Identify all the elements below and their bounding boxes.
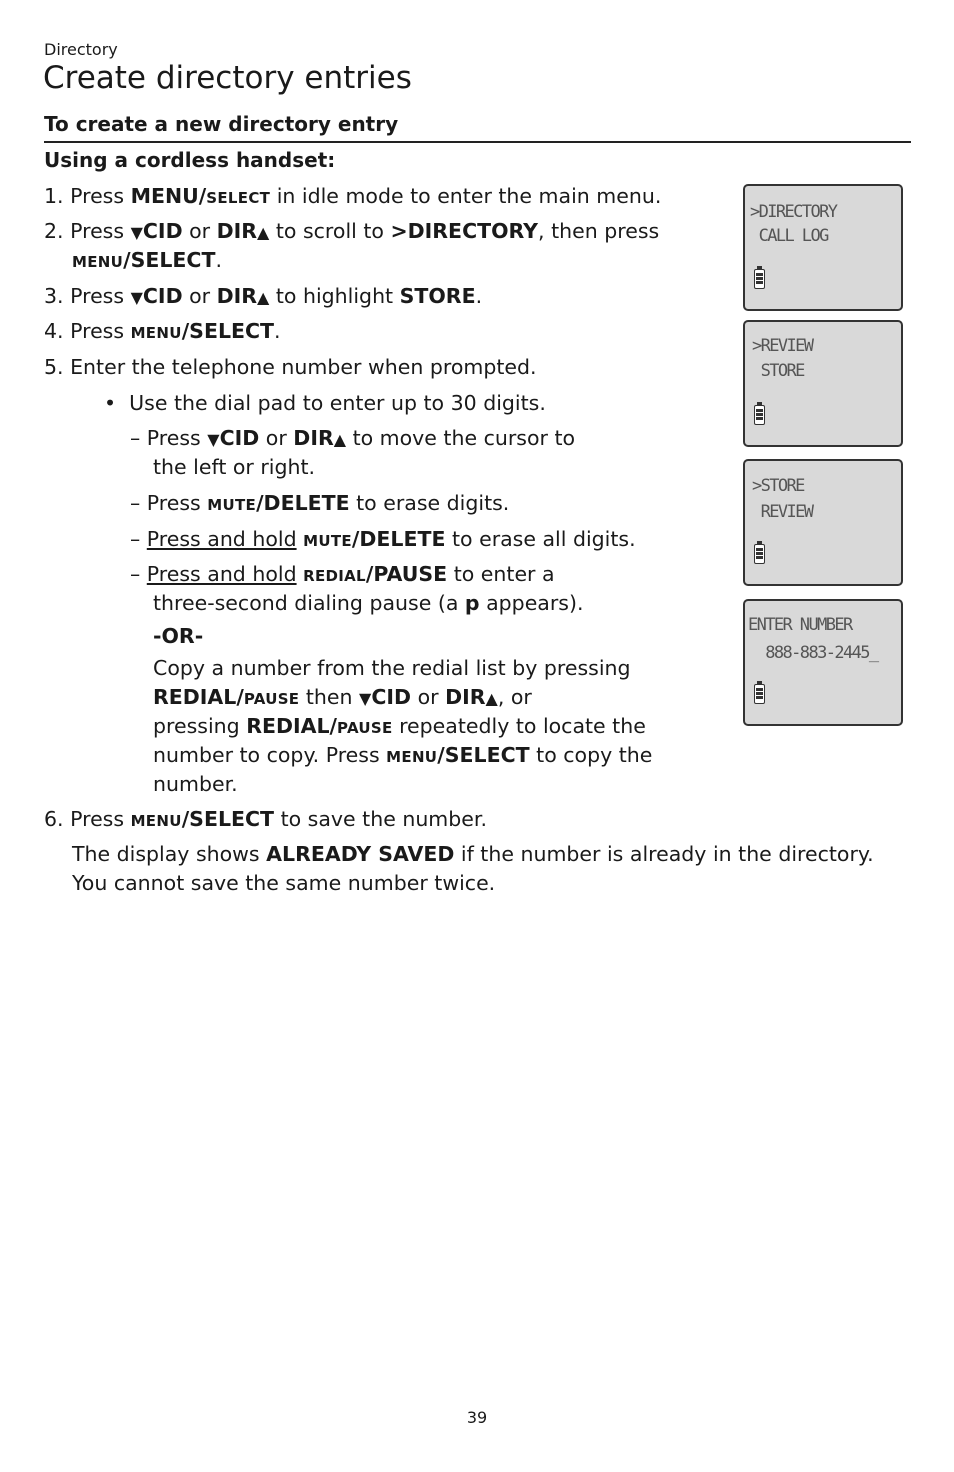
copy-text: pressing bbox=[153, 714, 247, 738]
key-dir: DIR bbox=[216, 284, 258, 308]
key-menu: MENU/ bbox=[130, 184, 207, 208]
up-arrow-icon: ▲ bbox=[333, 430, 347, 449]
key-dir: DIR bbox=[445, 685, 486, 709]
key-select: /SELECT bbox=[123, 248, 216, 272]
dash-icon: – bbox=[130, 527, 141, 551]
key-menu: MENU bbox=[130, 812, 182, 830]
handset-screen-store bbox=[743, 459, 903, 586]
or-separator: -OR- bbox=[153, 624, 204, 648]
page-number: 39 bbox=[466, 1408, 488, 1427]
step-text: . bbox=[475, 284, 483, 308]
copy-text: , or bbox=[497, 685, 532, 709]
step-5 bbox=[44, 355, 537, 379]
step-text: . bbox=[274, 319, 281, 343]
screen-line-2: REVIEW bbox=[752, 502, 813, 522]
lead-in: Using a cordless handset: bbox=[44, 148, 336, 172]
key-redial: REDIAL bbox=[303, 567, 366, 585]
step-number: 4. bbox=[44, 319, 64, 343]
bullet-text: Use the dial pad to enter up to 30 digits. bbox=[129, 391, 546, 415]
note-text: The display shows bbox=[72, 842, 267, 866]
step-text: or bbox=[182, 219, 217, 243]
bullet-item bbox=[104, 391, 546, 415]
dash-icon: – bbox=[130, 491, 141, 515]
note-text: if the number is already in the directory. bbox=[454, 842, 874, 866]
battery-icon bbox=[754, 684, 765, 704]
dash-text: to erase all digits. bbox=[445, 527, 636, 551]
step-text: Enter the telephone number when prompted. bbox=[70, 355, 537, 379]
step-6-note-1 bbox=[72, 842, 874, 866]
key-delete: /DELETE bbox=[256, 491, 350, 515]
step-number: 5. bbox=[44, 355, 64, 379]
copy-text: to copy the bbox=[529, 743, 653, 767]
key-menu: MENU bbox=[130, 324, 182, 342]
key-mute: MUTE bbox=[303, 532, 352, 550]
key-menu: MENU bbox=[72, 253, 124, 271]
step-text: Press bbox=[70, 807, 131, 831]
dash-text: to enter a bbox=[447, 562, 555, 586]
battery-icon bbox=[754, 269, 765, 289]
step-text: to scroll to bbox=[269, 219, 391, 243]
copy-line-5: number. bbox=[153, 772, 238, 796]
key-redial: REDIAL/ bbox=[246, 714, 338, 738]
key-select: /SELECT bbox=[181, 319, 275, 343]
dash-text: Press bbox=[146, 426, 208, 450]
down-arrow-icon: ▼ bbox=[359, 689, 372, 708]
copy-line-1: Copy a number from the redial list by pressing bbox=[153, 656, 631, 680]
screen-line-1: >STORE bbox=[752, 476, 804, 496]
step-1 bbox=[44, 184, 661, 208]
screen-line-2: 888-883-2445_ bbox=[748, 643, 878, 663]
key-select: /SELECT bbox=[181, 807, 275, 831]
handset-screen-directory bbox=[743, 184, 903, 311]
key-pause: PAUSE bbox=[243, 690, 300, 708]
dash-icon: – bbox=[130, 426, 141, 450]
press-and-hold-text: Press and hold bbox=[146, 527, 297, 551]
step-text: Press bbox=[70, 284, 131, 308]
step-text: Press bbox=[70, 219, 131, 243]
key-directory: >DIRECTORY bbox=[390, 219, 539, 243]
battery-icon bbox=[754, 544, 765, 564]
copy-text: number to copy. Press bbox=[153, 743, 387, 767]
handset-screen-review bbox=[743, 320, 903, 447]
step-6-note-2: You cannot save the same number twice. bbox=[72, 871, 496, 895]
dash-item-3 bbox=[130, 527, 636, 551]
step-2-cont bbox=[72, 248, 222, 272]
up-arrow-icon: ▲ bbox=[257, 288, 270, 307]
step-number: 1. bbox=[44, 184, 64, 208]
key-redial: REDIAL/ bbox=[153, 685, 244, 709]
step-text: , then press bbox=[538, 219, 660, 243]
copy-text: or bbox=[411, 685, 446, 709]
press-and-hold-text: Press and hold bbox=[146, 562, 297, 586]
step-text: to highlight bbox=[269, 284, 400, 308]
key-select: SELECT bbox=[206, 189, 271, 207]
subheading: To create a new directory entry bbox=[44, 112, 399, 136]
screen-line-2: CALL LOG bbox=[750, 226, 828, 246]
copy-text: repeatedly to locate the bbox=[392, 714, 646, 738]
dash-text: three-second dialing pause (a bbox=[153, 591, 465, 615]
dash-icon: – bbox=[130, 562, 141, 586]
step-number: 6. bbox=[44, 807, 64, 831]
dash-text: to erase digits. bbox=[349, 491, 510, 515]
step-text: Press bbox=[70, 319, 131, 343]
pause-symbol: p bbox=[464, 591, 480, 615]
key-dir: DIR bbox=[216, 219, 258, 243]
key-store: STORE bbox=[399, 284, 476, 308]
key-pause: PAUSE bbox=[337, 719, 393, 737]
up-arrow-icon: ▲ bbox=[485, 689, 498, 708]
key-cid: CID bbox=[142, 284, 183, 308]
page-title: Create directory entries bbox=[43, 60, 412, 96]
key-mute: MUTE bbox=[207, 496, 257, 514]
step-text: to save the number. bbox=[274, 807, 487, 831]
step-text: or bbox=[182, 284, 217, 308]
step-text: . bbox=[215, 248, 222, 272]
step-4 bbox=[44, 319, 281, 343]
dash-text: or bbox=[259, 426, 294, 450]
key-pause: /PAUSE bbox=[365, 562, 448, 586]
step-number: 3. bbox=[44, 284, 64, 308]
dash-item-2 bbox=[130, 491, 509, 515]
dash-item-4-cont bbox=[153, 591, 584, 615]
dash-text: Press bbox=[146, 491, 208, 515]
key-cid: CID bbox=[219, 426, 260, 450]
dash-item-4 bbox=[130, 562, 555, 586]
bullet-icon: • bbox=[104, 391, 117, 415]
copy-line-2 bbox=[153, 685, 532, 709]
down-arrow-icon: ▼ bbox=[130, 223, 143, 242]
already-saved-text: ALREADY SAVED bbox=[266, 842, 455, 866]
up-arrow-icon: ▲ bbox=[257, 223, 270, 242]
handset-screen-enter-number bbox=[743, 599, 903, 726]
screen-line-1: >DIRECTORY bbox=[750, 202, 837, 222]
step-6 bbox=[44, 807, 487, 831]
key-dir: DIR bbox=[293, 426, 334, 450]
subheading-rule bbox=[44, 141, 911, 143]
step-text: in idle mode to enter the main menu. bbox=[270, 184, 662, 208]
down-arrow-icon: ▼ bbox=[130, 288, 143, 307]
key-delete: /DELETE bbox=[351, 527, 446, 551]
down-arrow-icon: ▼ bbox=[207, 430, 220, 449]
key-select: /SELECT bbox=[437, 743, 530, 767]
step-3 bbox=[44, 284, 482, 308]
copy-line-3 bbox=[153, 714, 646, 738]
screen-line-2: STORE bbox=[752, 361, 804, 381]
screen-line-1: >REVIEW bbox=[752, 336, 813, 356]
key-cid: CID bbox=[371, 685, 412, 709]
step-text: Press bbox=[70, 184, 131, 208]
dash-text: to move the cursor to bbox=[346, 426, 576, 450]
copy-text: then bbox=[299, 685, 360, 709]
dash-text: appears). bbox=[479, 591, 584, 615]
dash-item-1 bbox=[130, 426, 575, 450]
screen-line-1: ENTER NUMBER bbox=[748, 615, 852, 635]
copy-line-4 bbox=[153, 743, 652, 767]
step-number: 2. bbox=[44, 219, 64, 243]
battery-icon bbox=[754, 405, 765, 425]
key-cid: CID bbox=[142, 219, 183, 243]
dash-item-1-cont: the left or right. bbox=[153, 455, 316, 479]
section-label: Directory bbox=[44, 40, 118, 59]
key-menu: MENU bbox=[386, 748, 438, 766]
step-2 bbox=[44, 219, 659, 243]
